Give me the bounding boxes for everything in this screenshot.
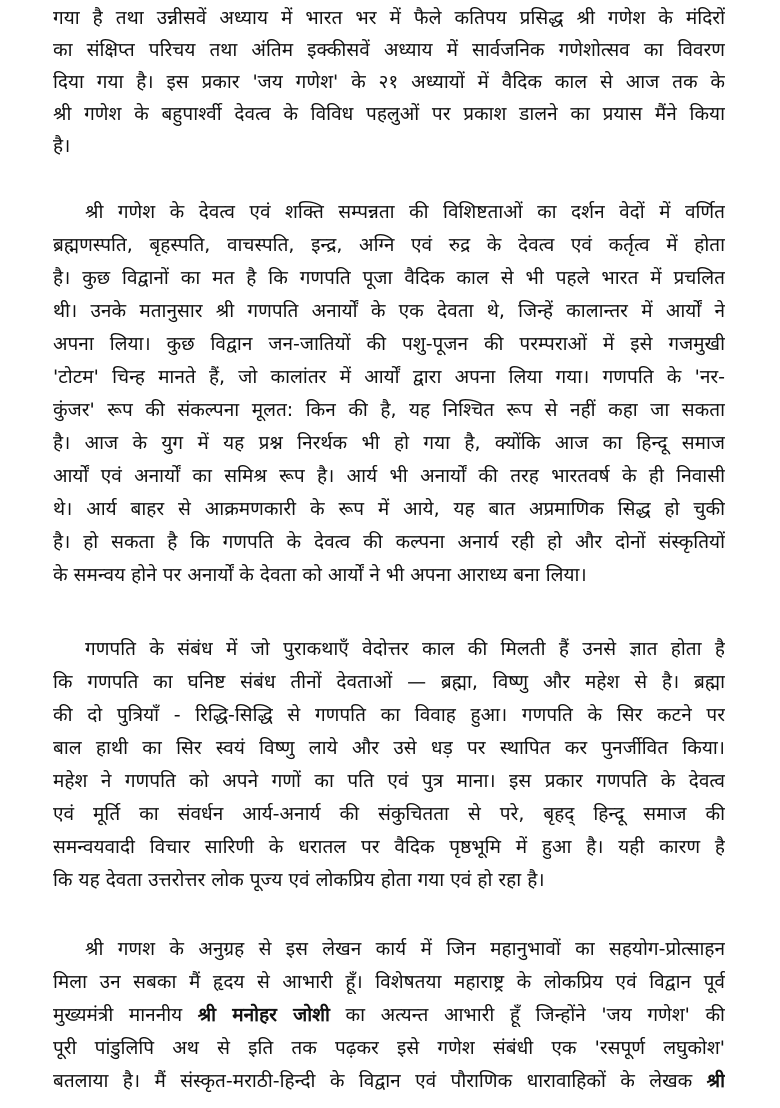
text-line: मिला उन सबका मैं हृदय से आभारी हूँ। विशेषतया महाराष्ट्र के लोकप्रिय एवं विद्वान पूर्व (53, 971, 725, 993)
text-line: श्री गणेश के देवत्व एवं शक्ति सम्पन्नता की विशिष्टताओं का दर्शन वेदों में वर्णित (85, 201, 725, 223)
text-line (53, 1069, 725, 1093)
text-line: पूरी पांडुलिपि अथ से इति तक पढ़कर इसे गणेश संबंधी एक 'रसपूर्ण लघुकोश' (53, 1037, 725, 1059)
text-line: थे। आर्य बाहर से आक्रमणकारी के रूप में आये, यह बात अप्रमाणिक सिद्ध हो चुकी (53, 498, 725, 520)
text-line: बाल हाथी का सिर स्वयं विष्णु लाये और उसे धड़ पर स्थापित कर पुनर्जीवित किया। (53, 737, 725, 759)
text-line: का संक्षिप्त परिचय तथा अंतिम इक्कीसवें अध्याय में सार्वजनिक गणेशोत्सव का विवरण (53, 39, 725, 61)
text-segment: बतलाया है। मैं संस्कृत-मराठी-हिन्दी के विद्वान एवं पौराणिक धारावाहिकों के लेखक (53, 1070, 707, 1092)
text-line: श्री गणेश के बहुपार्श्वी देवत्व के विविध पहलुओं पर प्रकाश डालने का प्रयास मैंने किया (53, 103, 725, 125)
text-line (53, 1003, 725, 1027)
highlighted-name: श्री मनोहर जोशी (197, 1004, 330, 1026)
text-line: गया है तथा उन्नीसवें अध्याय में भारत भर में फैले कतिपय प्रसिद्ध श्री गणेश के मंदिरों (53, 7, 725, 29)
highlighted-name: श्री (706, 1070, 725, 1092)
text-line: थी। उनके मतानुसार श्री गणपति अनार्यों के एक देवता थे, जिन्हें कालान्तर में आर्यों ने (53, 300, 725, 322)
text-line: है। कुछ विद्वानों का मत है कि गणपति पूजा वैदिक काल से भी पहले भारत में प्रचलित (53, 267, 725, 289)
text-line: है। (53, 135, 71, 157)
text-line: 'टोटम' चिन्ह मानते हैं, जो कालांतर में आर्यों द्वारा अपना लिया गया। गणपति के 'नर- (53, 366, 725, 388)
text-line: एवं मूर्ति का संवर्धन आर्य-अनार्य की संकुचितता से परे, बृहद् हिन्दू समाज की (53, 803, 725, 825)
text-line: की दो पुत्रियाँ - रिद्धि-सिद्धि से गणपति का विवाह हुआ। गणपति के सिर कटने पर (53, 704, 725, 726)
text-line: समन्वयवादी विचार सारिणी के धरातल पर वैदिक पृष्ठभूमि में हुआ है। यही कारण है (53, 836, 725, 858)
text-line: है। हो सकता है कि गणपति के देवत्व की कल्पना अनार्य रही हो और दोनों संस्कृतियों (53, 531, 725, 553)
text-line: कि यह देवता उत्तरोत्तर लोक पूज्य एवं लोकप्रिय होता गया एवं हो रहा है। (53, 869, 545, 891)
text-segment: का अत्यन्त आभारी हूँ जिन्होंने 'जय गणेश' की (329, 1004, 725, 1026)
text-line: आर्यों एवं अनार्यों का समिश्र रूप है। आर्य भी अनार्यों की तरह भारतवर्ष के ही निवासी (53, 465, 725, 487)
text-segment: मुख्यमंत्री माननीय (53, 1004, 198, 1026)
text-line: महेश ने गणपति को अपने गणों का पति एवं पुत्र माना। इस प्रकार गणपति के देवत्व (53, 770, 725, 792)
text-line: अपना लिया। कुछ विद्वान जन-जातियों की पशु-पूजन की परम्पराओं में इसे गजमुखी (53, 333, 725, 355)
text-line: श्री गणश के अनुग्रह से इस लेखन कार्य में जिन महानुभावों का सहयोग-प्रोत्साहन (85, 938, 725, 960)
text-line: ब्रह्मणस्पति, बृहस्पति, वाचस्पति, इन्द्र, अग्नि एवं रुद्र के देवत्व एवं कर्तृत्व में होता (53, 234, 725, 256)
text-line: गणपति के संबंध में जो पुराकथाएँ वेदोत्तर काल की मिलती हैं उनसे ज्ञात होता है (85, 638, 725, 660)
text-line: दिया गया है। इस प्रकार 'जय गणेश' के २१ अध्यायों में वैदिक काल से आज तक के (53, 71, 725, 93)
text-line: है। आज के युग में यह प्रश्न निरर्थक भी हो गया है, क्योंकि आज का हिन्दू समाज (53, 432, 725, 454)
text-line: कुंजर' रूप की संकल्पना मूलत: किन की है, यह निश्चित रूप से नहीं कहा जा सकता (53, 399, 725, 421)
text-line: के समन्वय होने पर अनार्यों के देवता को आर्यों ने भी अपना आराध्य बना लिया। (53, 564, 587, 586)
text-line: कि गणपति का घनिष्ट संबंध तीनों देवताओं — ब्रह्मा, विष्णु और महेश से है। ब्रह्मा (53, 671, 725, 693)
